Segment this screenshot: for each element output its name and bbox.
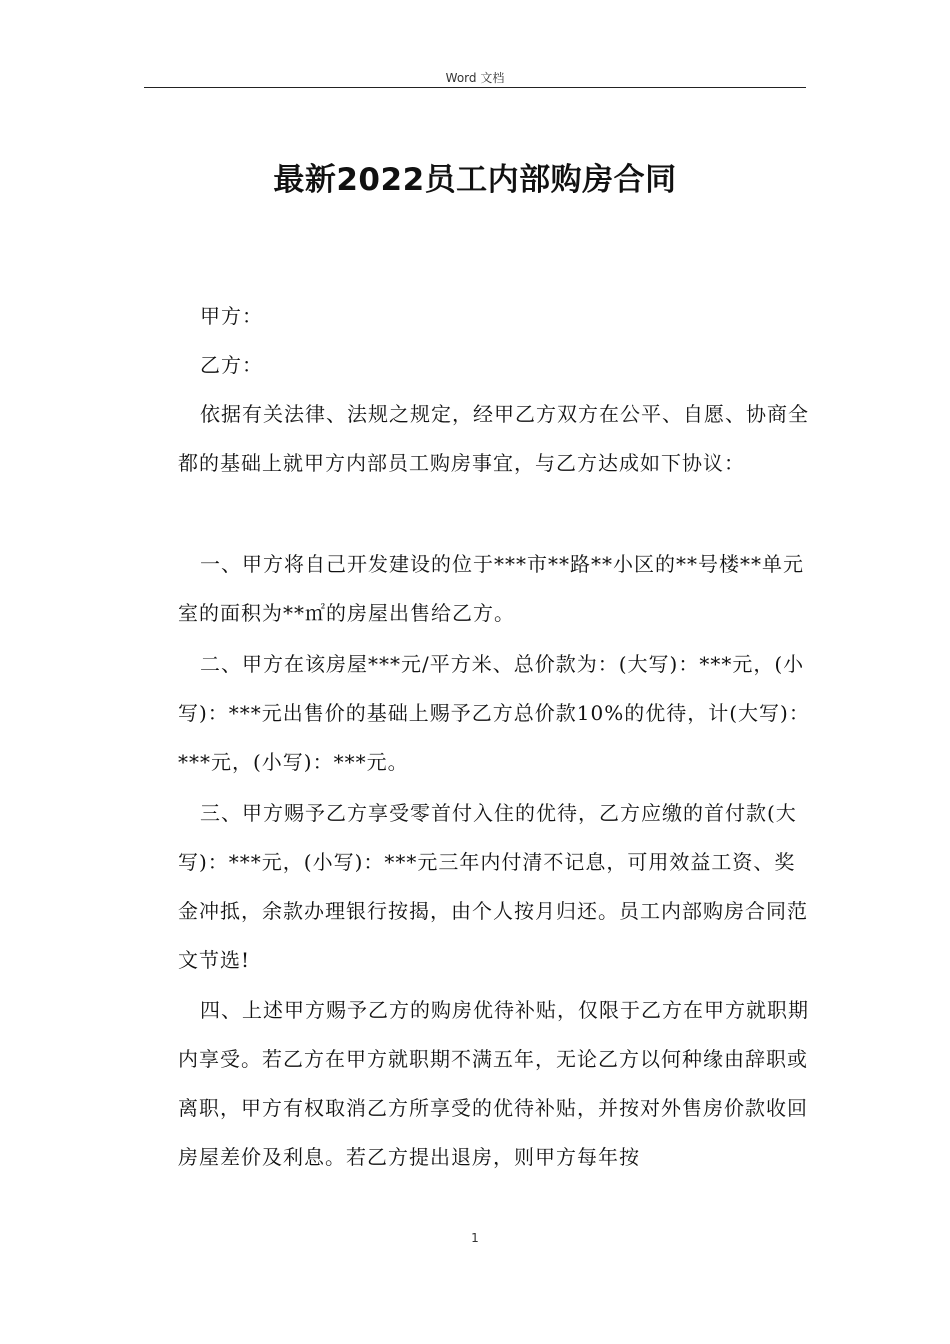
header-divider bbox=[144, 87, 806, 88]
clause-paragraph: 四、上述甲方赐予乙方的购房优待补贴，仅限于乙方在甲方就职期内享受。若乙方在甲方就职期不满五年，无论乙方以何种缘由辞职或离职，甲方有权取消乙方所享受的优待补贴，并按对外售房价款收回房屋差价及利息。若乙方提出退房，则甲方每年按 bbox=[178, 998, 809, 1169]
page-number: 1 bbox=[471, 1231, 479, 1245]
page-header-label: Word 文档 bbox=[445, 71, 505, 85]
clause-paragraph: 三、甲方赐予乙方享受零首付入住的优待，乙方应缴的首付款(大写)：***元，(小写)：***元三年内付清不记息，可用效益工资、奖金冲抵，余款办理银行按揭，由个人按月归还。员工内部购房合同范文节选! bbox=[178, 801, 808, 972]
document-title: 最新2022员工内部购房合同 bbox=[273, 162, 677, 198]
party-a-line: 甲方： bbox=[200, 304, 263, 328]
clause-paragraph: 二、甲方在该房屋***元/平方米、总价款为：(大写)：***元，(小写)：***元出售价的基础上赐予乙方总价款10%的优待，计(大写)：***元，(小写)：***元。 bbox=[178, 652, 810, 774]
clause-paragraph: 一、甲方将自己开发建设的位于***市**路**小区的**号楼**单元室的面积为**㎡的房屋出售给乙方。 bbox=[178, 552, 804, 625]
party-b-line: 乙方： bbox=[200, 353, 263, 377]
preamble-paragraph: 依据有关法律、法规之规定，经甲乙方双方在公平、自愿、协商全都的基础上就甲方内部员工购房事宜，与乙方达成如下协议： bbox=[178, 402, 809, 475]
